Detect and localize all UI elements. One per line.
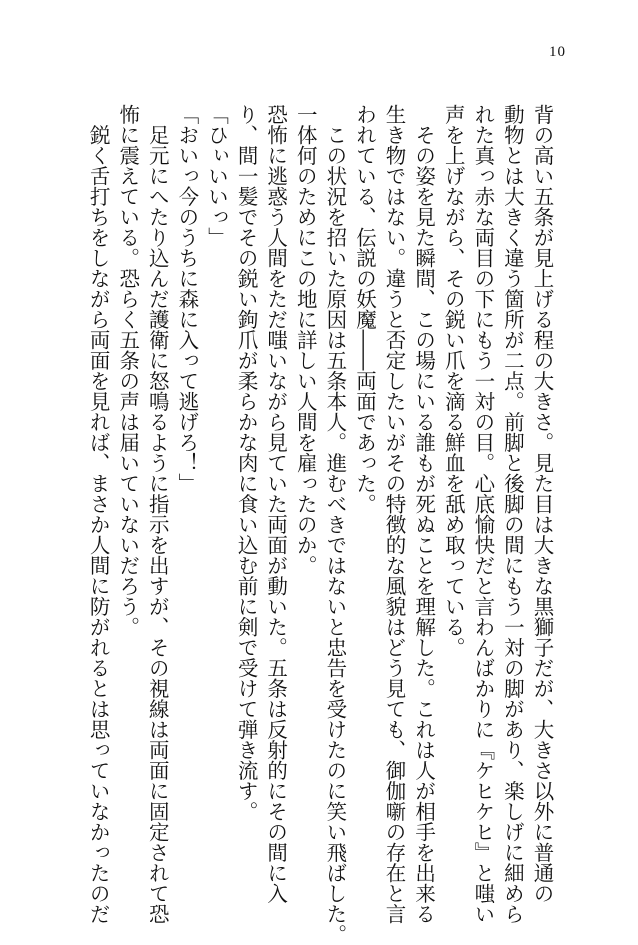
- text-line: 動物とは大きく違う箇所が二点。前脚と後脚の間にもう一対の脚があり、楽しげに細めら: [500, 104, 525, 924]
- text-line: この状況を招いた原因は五条本人。進むべきではないと忠告を受けたのに笑い飛ばした。: [322, 104, 347, 945]
- text-line: 一体何のためにこの地に詳しい人間を雇ったのか。: [293, 104, 318, 576]
- page-number: 10: [549, 44, 566, 60]
- text-line: 背の高い五条が見上げる程の大きさ。見た目は大きな黒獅子だが、大きさ以外に普通の: [530, 104, 554, 904]
- text-line: 恐怖に逃惑う人間をただ嗤いながら見ていた両面が動いた。五条は反射的にその間に入: [263, 104, 288, 904]
- text-line: 「ひぃいいっ」: [204, 104, 229, 248]
- text-line: その姿を見た瞬間、この場にいる誰もが死ぬことを理解した。これは人が相手を出来る: [411, 104, 436, 924]
- text-line: 怖に震えている。恐らく五条の声は届いていないだろう。: [115, 104, 140, 637]
- text-line: われている、伝説の妖魔――両面であった。: [352, 104, 377, 514]
- text-line: れた真っ赤な両目の下にもう一対の目。心底愉快だと言わんばかりに『ケヒケヒ』と嗤い: [470, 104, 495, 924]
- text-line: 足元にへたり込んだ護衛に怒鳴るように指示を出すが、その視線は両面に固定されて恐: [145, 104, 170, 924]
- text-line: り、間一髪でその鋭い鉤爪が柔らかな肉に食い込む前に剣で受けて弾き流す。: [234, 104, 259, 822]
- vertical-text-body: [83, 104, 557, 945]
- text-line: 鋭く舌打ちをしながら両面を見れば、まさか人間に防がれるとは思っていなかったのだ: [86, 104, 111, 924]
- text-line: 声を上げながら、その鋭い爪を滴る鮮血を舐め取っている。: [441, 104, 466, 658]
- text-line: 生き物ではない。違うと否定したいがその特徴的な風貌はどう見ても、御伽噺の存在と言: [382, 104, 407, 924]
- text-line: 「おいっ今のうちに森に入って逃げろ！」: [174, 104, 199, 494]
